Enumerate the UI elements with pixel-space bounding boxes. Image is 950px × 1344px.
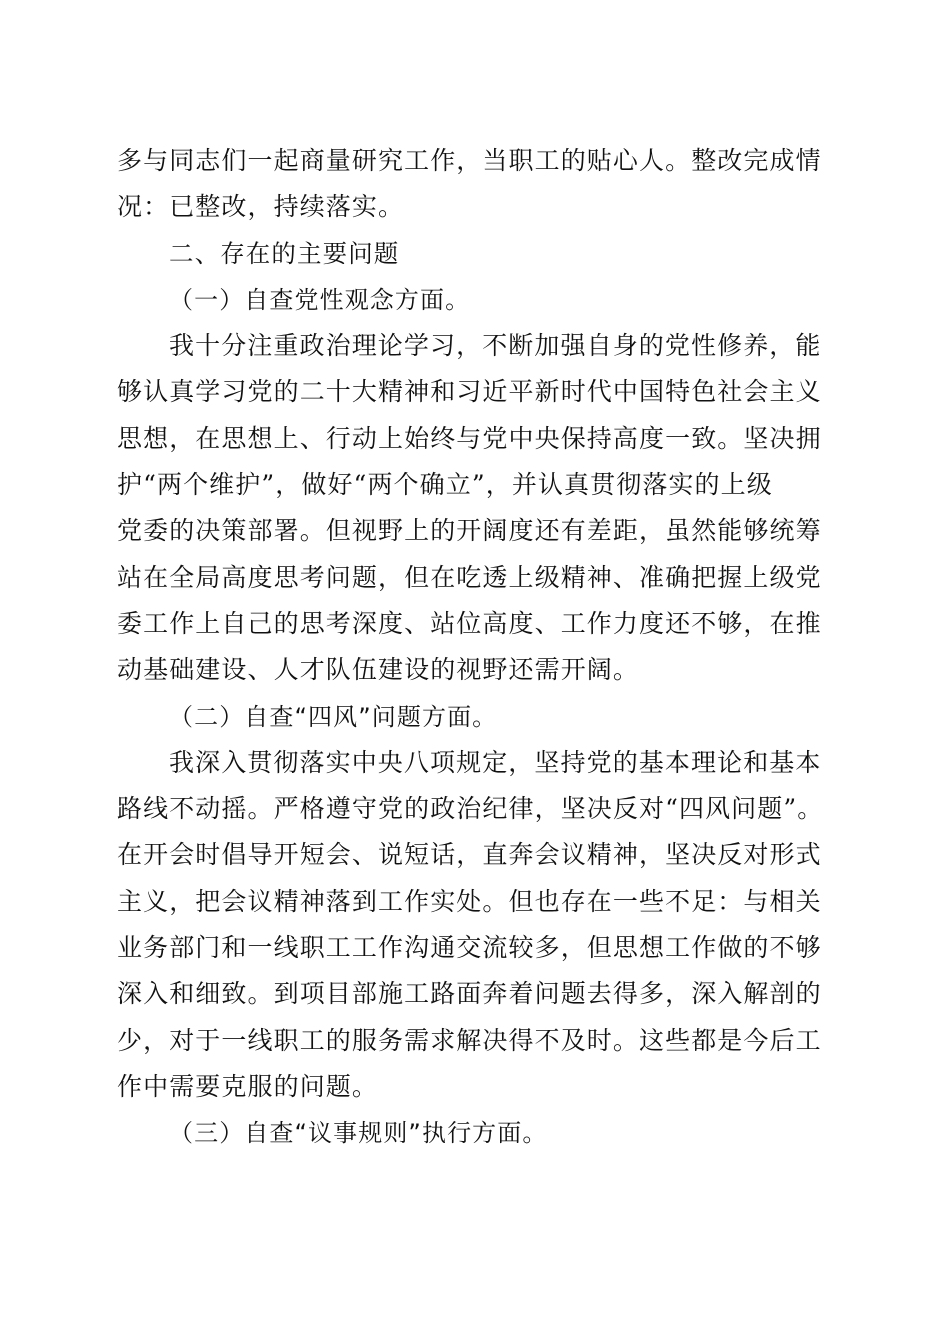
paragraph-line: 主义，把会议精神落到工作实处。但也存在一些不足：与相关: [117, 886, 822, 916]
paragraph-line: 党委的决策部署。但视野上的开阔度还有差距，虽然能够统筹: [117, 516, 822, 546]
paragraph-line: 路线不动摇。严格遵守党的政治纪律，坚决反对“四风问题”。: [117, 794, 824, 824]
paragraph-line: 作中需要克服的问题。: [117, 1071, 379, 1101]
paragraph-line: 多与同志们一起商量研究工作，当职工的贴心人。整改完成情: [117, 146, 822, 175]
document-body: [117, 138, 833, 1157]
subsection-heading: （一）自查党性观念方面。: [169, 285, 471, 314]
subsection-heading: （二）自查“四风”问题方面。: [169, 702, 498, 731]
subsection-heading: （三）自查“议事规则”执行方面。: [169, 1119, 548, 1148]
paragraph-line: 够认真学习党的二十大精神和习近平新时代中国特色社会主义: [117, 377, 822, 407]
paragraph-line: 我十分注重政治理论学习，不断加强自身的党性修养，能: [169, 331, 822, 361]
section-heading: 二、存在的主要问题: [169, 238, 400, 268]
paragraph-line: 在开会时倡导开短会、说短话，直奔会议精神，坚决反对形式: [117, 840, 822, 870]
paragraph-line: 思想，在思想上、行动上始终与党中央保持高度一致。坚决拥: [117, 423, 822, 453]
paragraph-line: 况：已整改，持续落实。: [117, 192, 405, 222]
paragraph-line: 业务部门和一线职工工作沟通交流较多，但思想工作做的不够: [117, 933, 822, 963]
paragraph-line: 委工作上自己的思考深度、站位高度、工作力度还不够，在推: [117, 608, 822, 638]
paragraph-line: 护“两个维护”，做好“两个确立”，并认真贯彻落实的上级: [117, 470, 773, 500]
paragraph-line: 我深入贯彻落实中央八项规定，坚持党的基本理论和基本: [169, 747, 822, 777]
paragraph-line: 动基础建设、人才队伍建设的视野还需开阔。: [117, 655, 640, 685]
paragraph-line: 站在全局高度思考问题，但在吃透上级精神、准确把握上级党: [117, 562, 822, 592]
paragraph-line: 少，对于一线职工的服务需求解决得不及时。这些都是今后工: [117, 1025, 822, 1055]
paragraph-line: 深入和细致。到项目部施工路面奔着问题去得多，深入解剖的: [117, 979, 822, 1009]
